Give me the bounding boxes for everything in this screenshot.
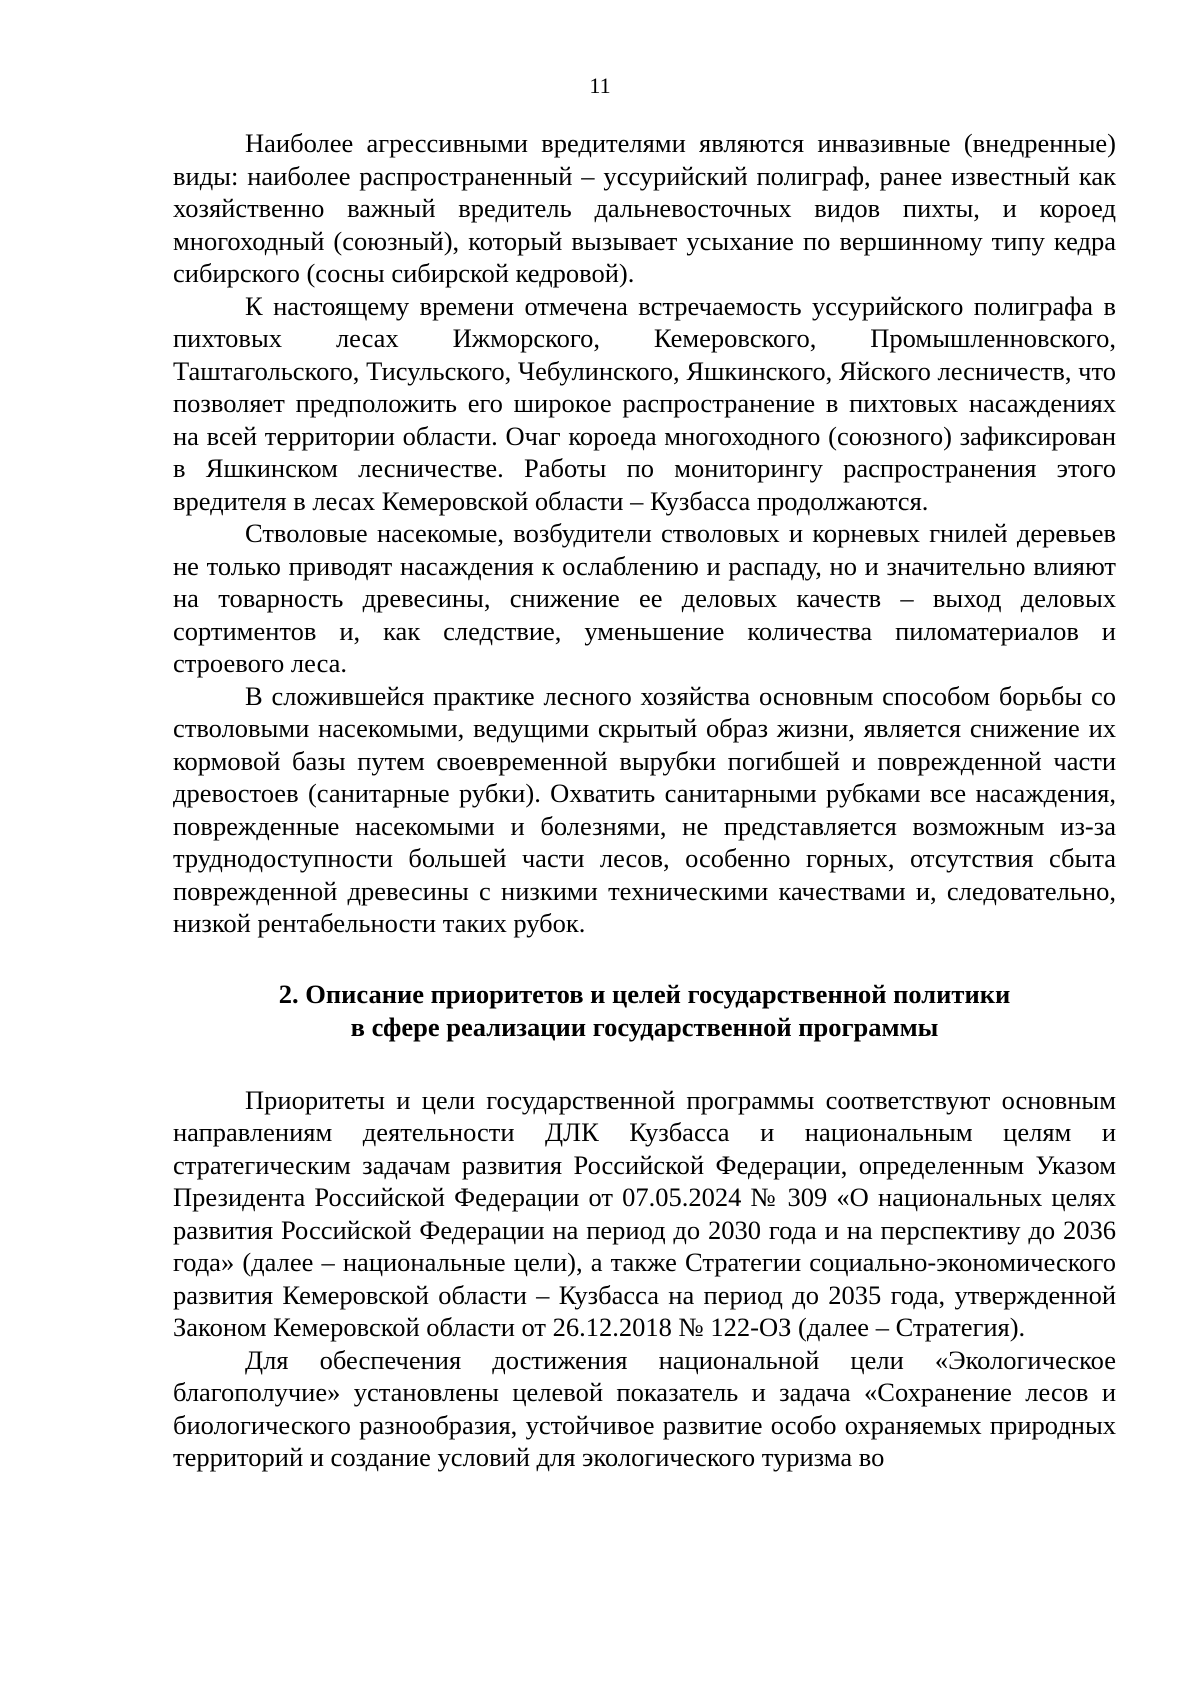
- paragraph-priorities: Приоритеты и цели государственной программы соответствуют основным направлениям деятельности ДЛК Кузбасса и национальным целям и стратегическим задачам развития Российской Федерации, определенным Указом Президента Российской Федерации от 07.05.2024 № 309 «О национальных целях развития Российской Федерации на период до 2030 года и на перспективу до 2036 года» (далее – национальные цели), а также Стратегии социально-экономического развития Кемеровской области – Кузбасса на период до 2035 года, утвержденной Законом Кемеровской области от 26.12.2018 № 122-ОЗ (далее – Стратегия).: [173, 1084, 1116, 1342]
- paragraph-invasive-pests: Наиболее агрессивными вредителями являются инвазивные (внедренные) виды: наиболее распространенный – уссурийский полиграф, ранее известный как хозяйственно важный вредитель дальневосточных видов пихты, и короед многоходный (союзный), который вызывает усыхание по вершинному типу кедра сибирского (сосны сибирской кедровой).: [173, 128, 1116, 288]
- page-number: 11: [589, 73, 611, 98]
- paragraph-sanitary-felling: В сложившейся практике лесного хозяйства основным способом борьбы со стволовыми насекомыми, ведущими скрытый образ жизни, является снижение их кормовой базы путем своевременной вырубки погибшей и поврежденной части древостоев (санитарные рубки). Охватить санитарными рубками все насаждения, поврежденные насекомыми и болезнями, не представляется возможным из-за труднодоступности большей части лесов, особенно горных, отсутствия сбыта поврежденной древесины с низкими техническими качествами и, следовательно, низкой рентабельности таких рубок.: [173, 680, 1116, 938]
- section-heading-line-1: 2. Описание приоритетов и целей государственной политики: [278, 978, 1011, 1009]
- document-body: [173, 127, 1116, 1474]
- paragraph-stem-insects: Стволовые насекомые, возбудители стволовых и корневых гнилей деревьев не только приводят насаждения к ослаблению и распаду, но и значительно влияют на товарность древесины, снижение ее деловых качеств – выход деловых сортиментов и, как следствие, уменьшение количества пиломатериалов и строевого леса.: [173, 518, 1116, 678]
- section-heading-line-2: в сфере реализации государственной программы: [350, 1011, 939, 1042]
- paragraph-polygraph-spread: К настоящему времени отмечена встречаемость уссурийского полиграфа в пихтовых лесах Ижморского, Кемеровского, Промышленновского, Таштагольского, Тисульского, Чебулинского, Яшкинского, Яйского лесничеств, что позволяет предположить его широкое распространение в пихтовых насаждениях на всей территории области. Очаг короеда многоходного (союзного) зафиксирован в Яшкинском лесничестве. Работы по мониторингу распространения этого вредителя в лесах Кемеровской области – Кузбасса продолжаются.: [173, 290, 1116, 516]
- paragraph-ecological-goal: Для обеспечения достижения национальной цели «Экологическое благополучие» установлены целевой показатель и задача «Сохранение лесов и биологического разнообразия, устойчивое развитие особо охраняемых природных территорий и создание условий для экологического туризма во: [173, 1344, 1116, 1472]
- section-heading: [173, 978, 1116, 1044]
